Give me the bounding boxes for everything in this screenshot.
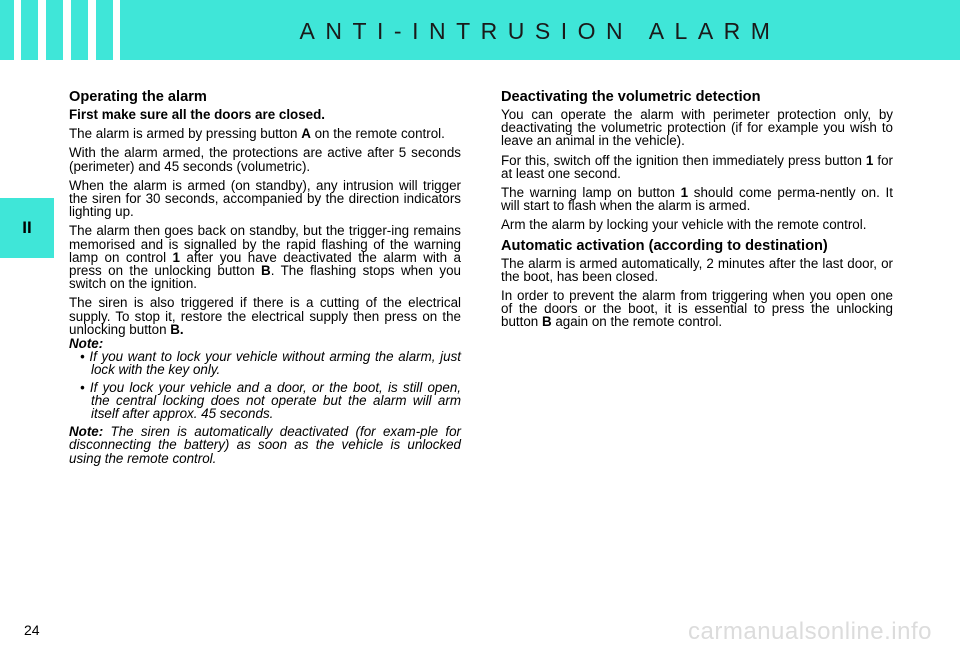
paragraph: When the alarm is armed (on standby), any intrusion will trigger the siren for 30 seconds, accompanied by the direction indicators lighting up. (69, 177, 461, 220)
section-heading-automatic: Automatic activation (according to destination) (501, 237, 828, 254)
section-heading-deactivating: Deactivating the volumetric detection (501, 89, 761, 105)
header-stripe (38, 0, 46, 60)
section-heading-operating: Operating the alarm (69, 89, 207, 105)
right-column (501, 89, 893, 335)
header-bar (0, 0, 960, 60)
watermark: carmanualsonline.info (688, 618, 932, 645)
note-paragraph: Note: The siren is automatically deactivated (for exam-ple for disconnecting the battery) as soon as the vehicle is unlocked using the remote control. (69, 424, 461, 466)
page-number: 24 (24, 622, 40, 638)
paragraph: The alarm then goes back on standby, but the trigger-ing remains memorised and is signalled by the rapid flashing of the warning lamp on control 1 after you have deactivated the alarm with a press on the unlocking button B. The flashing stops when you switch on the ignition. (69, 223, 461, 292)
note-label: Note: (69, 336, 104, 352)
paragraph: With the alarm armed, the protections are active after 5 seconds (perimeter) and 45 seconds (volumetric). (69, 145, 461, 174)
paragraph: The alarm is armed automatically, 2 minutes after the last door, or the boot, has been closed. (501, 255, 893, 284)
list-item: • If you want to lock your vehicle without arming the alarm, just lock with the key only. (80, 349, 461, 378)
left-column (69, 89, 461, 471)
paragraph: You can operate the alarm with perimeter protection only, by deactivating the volumetric protection (if for example you wish to leave an animal in the vehicle). (501, 107, 893, 149)
list-item: • If you lock your vehicle and a door, or the boot, is still open, the central locking does not operate but the alarm will arm itself after approx. 45 seconds. (80, 379, 461, 422)
paragraph: The warning lamp on button 1 should come perma-nently on. It will start to flash when the alarm is armed. (501, 185, 893, 214)
paragraph: Arm the alarm by locking your vehicle with the remote control. (501, 217, 867, 233)
paragraph: In order to prevent the alarm from triggering when you open one of the doors or the boot, it is essential to press the unlocking button B again on the remote control. (501, 288, 893, 330)
page-title: ANTI-INTRUSION ALARM (299, 18, 781, 44)
note-list (80, 350, 461, 420)
header-stripe (88, 0, 96, 60)
header-stripe (113, 0, 120, 60)
paragraph: The alarm is armed by pressing button A on the remote control. (69, 126, 445, 142)
lead-text: First make sure all the doors are closed. (69, 107, 326, 122)
header-stripe (63, 0, 71, 60)
paragraph: For this, switch off the ignition then immediately press button 1 for at least one second. (501, 152, 893, 181)
chapter-tab: II (0, 198, 54, 258)
header-stripe (14, 0, 21, 60)
paragraph: The siren is also triggered if there is a cutting of the electrical supply. To stop it, restore the electrical supply then press on the unlocking button B. (69, 295, 461, 337)
